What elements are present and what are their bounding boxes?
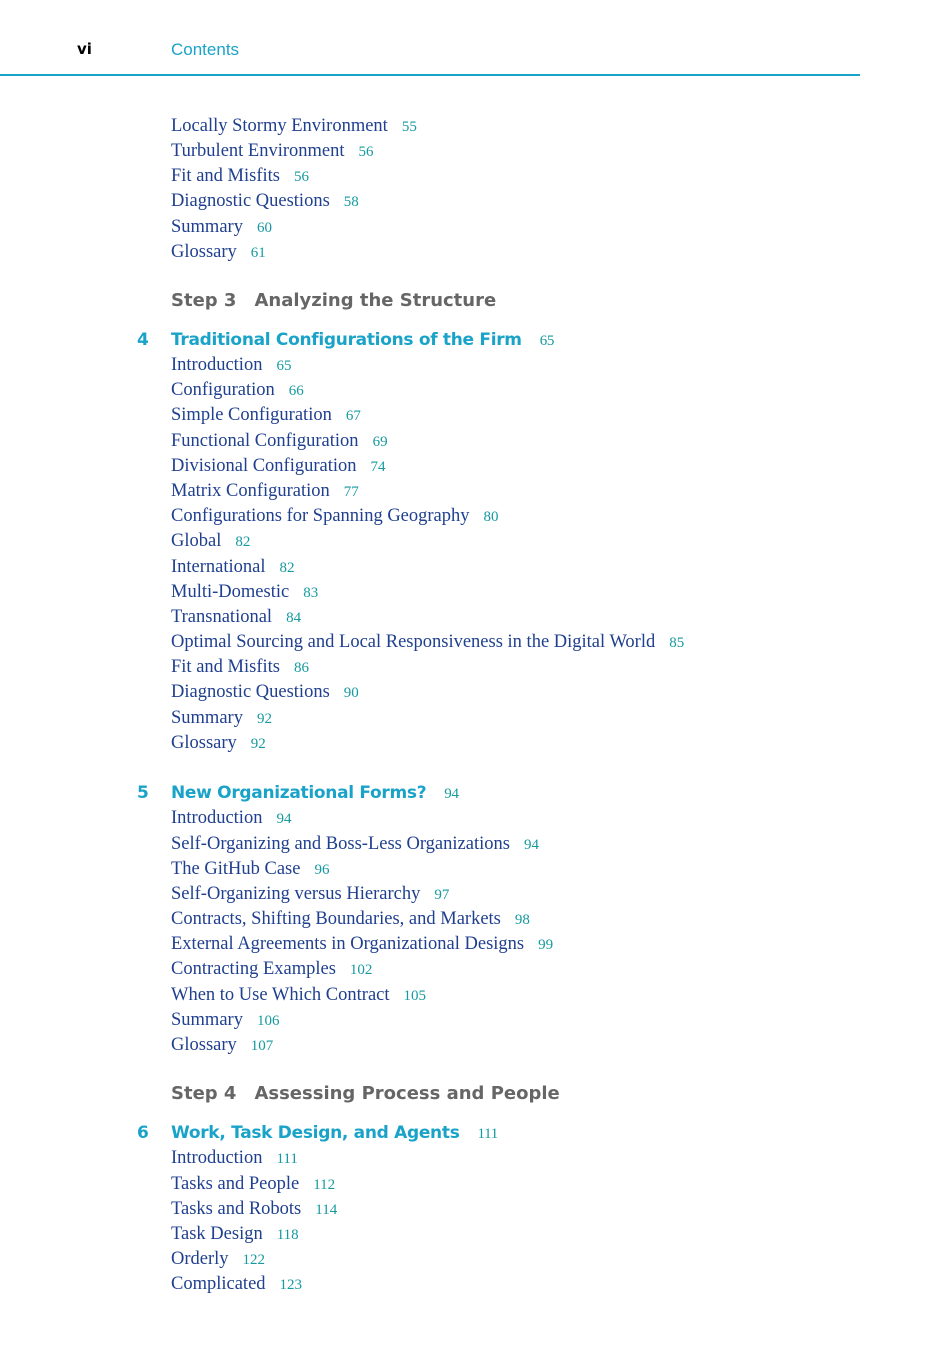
toc-entry-page: 96 (314, 862, 330, 878)
toc-entry-title: Contracts, Shifting Boundaries, and Markets (171, 909, 501, 929)
toc-entry-page: 94 (523, 837, 539, 853)
step-title: Analyzing the Structure (254, 290, 497, 311)
toc-entry-page: 74 (370, 459, 386, 475)
chapter-page: 94 (444, 786, 459, 802)
toc-entry[interactable] (171, 216, 272, 239)
chapter-title-text: New Organizational Forms? (171, 783, 427, 803)
toc-entry-page: 94 (276, 811, 292, 827)
toc-entry[interactable] (171, 1248, 265, 1271)
toc-entry-title: Self-Organizing versus Hierarchy (171, 884, 421, 904)
chapter-title-text: Traditional Configurations of the Firm (171, 330, 522, 350)
toc-entry-page: 66 (288, 383, 304, 399)
toc-entry[interactable] (171, 404, 361, 427)
toc-entry[interactable] (171, 732, 266, 755)
toc-entry[interactable] (171, 984, 426, 1007)
chapter-title (171, 782, 459, 805)
toc-entry-page: 92 (256, 711, 272, 727)
toc-entry-page: 112 (313, 1177, 336, 1193)
toc-entry[interactable] (171, 354, 291, 377)
chapter-number: 4 (137, 330, 149, 350)
toc-entry-title: When to Use Which Contract (171, 985, 390, 1005)
toc-entry[interactable] (171, 165, 309, 188)
toc-entry-title: Divisional Configuration (171, 456, 357, 476)
toc-entry-title: Fit and Misfits (171, 657, 280, 677)
toc-entry[interactable] (171, 631, 684, 654)
chapter-title (171, 1122, 498, 1145)
toc-entry[interactable] (171, 681, 359, 704)
toc-entry-page: 102 (349, 962, 373, 978)
toc-entry-title: Summary (171, 708, 243, 728)
toc-entry-page: 67 (345, 408, 361, 424)
toc-entry-page: 123 (279, 1277, 303, 1293)
toc-entry-page: 85 (669, 635, 685, 651)
step-label: Step 3 (171, 290, 237, 311)
toc-entry-page: 56 (358, 144, 374, 160)
running-head: Contents (171, 40, 240, 59)
toc-entry[interactable] (171, 581, 318, 604)
toc-entry-page: 77 (343, 484, 359, 500)
page-number: vi (77, 40, 92, 58)
toc-entry-title: Matrix Configuration (171, 481, 330, 501)
toc-entry-title: Glossary (171, 1035, 237, 1055)
toc-entry-page: 90 (343, 685, 359, 701)
toc-entry-title: Optimal Sourcing and Local Responsiveness in the Digital World (171, 632, 656, 652)
toc-entry[interactable] (171, 505, 499, 528)
toc-entry[interactable] (171, 455, 386, 478)
toc-entry-title: Global (171, 531, 222, 551)
toc-entry[interactable] (171, 908, 530, 931)
toc-entry-page: 122 (242, 1252, 266, 1268)
toc-entry-page: 80 (483, 509, 499, 525)
toc-entry-title: Functional Configuration (171, 431, 359, 451)
toc-entry-page: 56 (293, 169, 309, 185)
toc-entry-title: Orderly (171, 1249, 229, 1269)
toc-entry[interactable] (171, 958, 372, 981)
step-title: Assessing Process and People (254, 1083, 560, 1104)
toc-entry-page: 69 (372, 434, 388, 450)
toc-entry-title: International (171, 557, 266, 577)
chapter-page: 111 (477, 1126, 499, 1142)
chapter-number: 5 (137, 783, 149, 803)
toc-entry[interactable] (171, 606, 301, 629)
toc-entry[interactable] (171, 883, 449, 906)
toc-entry-title: Summary (171, 217, 243, 237)
toc-entry-title: Diagnostic Questions (171, 682, 330, 702)
toc-entry-page: 82 (235, 534, 251, 550)
toc-entry-page: 55 (401, 119, 417, 135)
chapter-number: 6 (137, 1123, 149, 1143)
toc-entry-title: Tasks and People (171, 1174, 300, 1194)
toc-entry[interactable] (171, 556, 295, 579)
toc-entry-title: Contracting Examples (171, 959, 336, 979)
toc-entry-title: Configurations for Spanning Geography (171, 506, 470, 526)
toc-entry-title: Locally Stormy Environment (171, 116, 388, 136)
toc-entry-title: Fit and Misfits (171, 166, 280, 186)
toc-entry[interactable] (171, 530, 250, 553)
toc-entry[interactable] (171, 115, 417, 138)
toc-entry-page: 86 (293, 660, 309, 676)
toc-entry-title: Introduction (171, 1148, 263, 1168)
toc-entry-title: Glossary (171, 242, 237, 262)
toc-entry[interactable] (171, 480, 359, 503)
toc-entry[interactable] (171, 833, 539, 856)
toc-entry-page: 111 (276, 1151, 298, 1167)
toc-entry-page: 105 (403, 988, 427, 1004)
chapter-page: 65 (539, 333, 555, 349)
page-header (0, 0, 860, 76)
toc-entry-page: 114 (315, 1202, 338, 1218)
toc-entry-page: 97 (434, 887, 450, 903)
toc-entry[interactable] (171, 1034, 273, 1057)
toc-entry-title: External Agreements in Organizational Designs (171, 934, 525, 954)
toc-entry-page: 92 (250, 736, 266, 752)
toc-entry[interactable] (171, 430, 388, 453)
toc-entry[interactable] (171, 190, 359, 213)
toc-entry-title: Simple Configuration (171, 405, 332, 425)
toc-entry[interactable] (171, 656, 309, 679)
toc-entry[interactable] (171, 1147, 298, 1170)
toc-entry-page: 82 (279, 560, 295, 576)
toc-entry-title: Transnational (171, 607, 273, 627)
toc-entry-page: 58 (343, 194, 359, 210)
toc-entry[interactable] (171, 858, 329, 881)
toc-entry-title: Introduction (171, 355, 263, 375)
toc-entry-page: 98 (514, 912, 530, 928)
toc-entry-page: 118 (276, 1227, 299, 1243)
toc-entry-page: 107 (250, 1038, 274, 1054)
toc-entry-title: Task Design (171, 1224, 263, 1244)
chapter-title (171, 329, 554, 352)
toc-entry-page: 65 (276, 358, 292, 374)
toc-entry-page: 99 (538, 937, 554, 953)
toc-entry-title: Turbulent Environment (171, 141, 345, 161)
part-heading-step-4 (171, 1083, 560, 1105)
toc-entry[interactable] (171, 707, 272, 730)
toc-entry-title: Glossary (171, 733, 237, 753)
toc-entry-title: Complicated (171, 1274, 266, 1294)
step-label: Step 4 (171, 1083, 237, 1104)
part-heading-step-3 (171, 290, 496, 312)
toc-entry-title: Configuration (171, 380, 275, 400)
toc-entry[interactable] (171, 1273, 302, 1296)
toc-entry-page: 106 (256, 1013, 280, 1029)
toc-entry[interactable] (171, 241, 266, 264)
toc-entry-title: Introduction (171, 808, 263, 828)
toc-entry-page: 60 (256, 220, 272, 236)
toc-entry[interactable] (171, 933, 553, 956)
toc-entry-title: Multi-Domestic (171, 582, 290, 602)
toc-entry-title: The GitHub Case (171, 859, 301, 879)
toc-entry[interactable] (171, 140, 374, 163)
toc-entry[interactable] (171, 379, 304, 402)
chapter-title-text: Work, Task Design, and Agents (171, 1123, 460, 1143)
toc-entry-page: 84 (286, 610, 302, 626)
toc-entry-page: 61 (250, 245, 266, 261)
toc-entry-title: Diagnostic Questions (171, 191, 330, 211)
toc-entry[interactable] (171, 807, 291, 830)
toc-entry[interactable] (171, 1198, 337, 1221)
toc-entry[interactable] (171, 1223, 299, 1246)
toc-entry[interactable] (171, 1173, 335, 1196)
toc-entry-title: Summary (171, 1010, 243, 1030)
toc-entry-title: Self-Organizing and Boss-Less Organizations (171, 834, 510, 854)
toc-entry-page: 83 (303, 585, 319, 601)
toc-entry[interactable] (171, 1009, 279, 1032)
toc-entry-title: Tasks and Robots (171, 1199, 302, 1219)
